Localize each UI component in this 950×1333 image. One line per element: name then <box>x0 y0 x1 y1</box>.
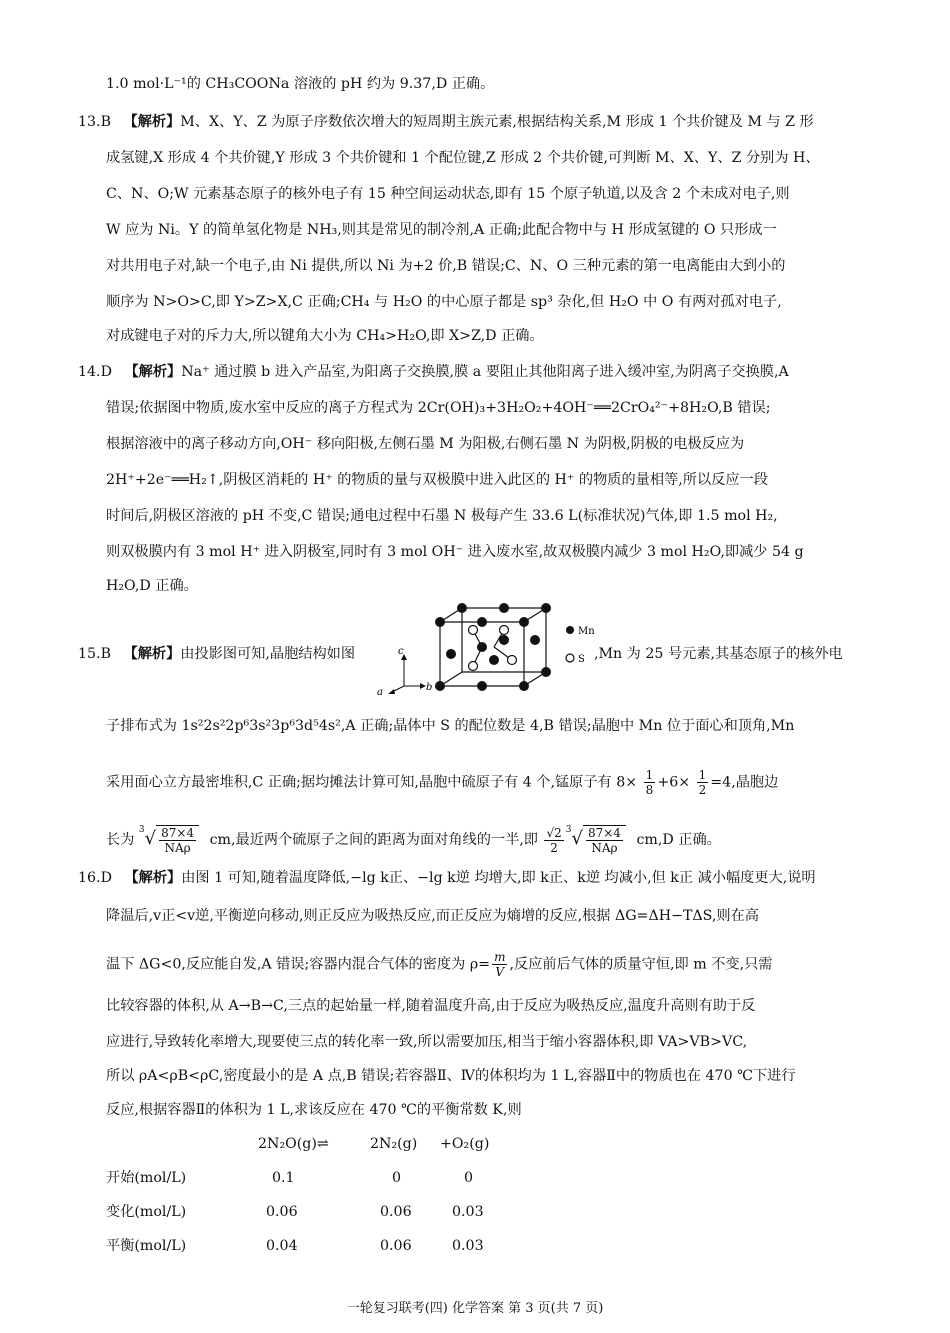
q14-paragraph-start <box>78 362 789 382</box>
axis-label-c: c <box>398 646 404 657</box>
mn-legend-icon <box>566 626 574 634</box>
text-line: H₂O,D 正确。 <box>106 578 198 594</box>
formula-line <box>106 768 778 797</box>
table-cell: 0 <box>464 1170 474 1186</box>
root-index: 3 <box>138 825 145 835</box>
table-cell: 0.06 <box>380 1204 412 1220</box>
table-cell: 0.06 <box>380 1238 412 1254</box>
text-line: 子排布式为 1s²2s²2p⁶3s²3p⁶3d⁵4s²,A 正确;晶体中 S 的配位数是 4,B 错误;晶胞中 Mn 位于面心和顶角,Mn <box>106 718 795 734</box>
text-span: 由投影图可知,晶胞结构如图 <box>180 646 356 662</box>
text-span: =4,晶胞边 <box>710 774 779 791</box>
text-span: 长为 <box>106 832 135 848</box>
text-line: 所以 ρA<ρB<ρC,密度最小的是 A 点,B 错误;若容器Ⅱ、Ⅳ的体积均为 1 L,容器Ⅱ中的物质也在 470 ℃下进行 <box>106 1068 796 1084</box>
legend-s: S <box>578 654 585 665</box>
fraction-m-over-v <box>492 950 507 979</box>
cube-root-expression <box>156 825 199 855</box>
equation-product-1: 2N₂(g) <box>370 1136 418 1152</box>
q15-paragraph-start <box>78 644 355 664</box>
numerator: √2 <box>546 825 562 840</box>
denominator: 8 <box>645 783 654 797</box>
denominator: V <box>495 965 505 979</box>
text-span: 采用面心立方最密堆积,C 正确;据均摊法计算可知,晶胞中硫原子有 4 个,锰原子有 8× <box>106 774 638 791</box>
fraction <box>159 826 196 855</box>
text-line: 降温后,v正<v逆,平衡逆向移动,则正反应为吸热反应,而正反应为熵增的反应,根据 ΔG=ΔH−TΔS,则在高 <box>106 908 759 924</box>
analysis-tag: 【解析】 <box>123 646 181 662</box>
s-legend-icon <box>566 654 574 662</box>
formula-line <box>106 820 721 855</box>
radical-icon: √ <box>144 828 157 849</box>
axis-label-a: a <box>377 687 383 698</box>
text-line: 反应,根据容器Ⅱ的体积为 1 L,求该反应在 470 ℃的平衡常数 K,则 <box>106 1102 522 1118</box>
text-line: C、N、O;W 元素基态原子的核外电子有 15 种空间运动状态,即有 15 个原子轨道,以及含 2 个未成对电子,则 <box>106 186 790 202</box>
denominator: 2 <box>550 840 558 855</box>
text-span: 由图 1 可知,随着温度降低,−lg k正、−lg k逆 均增大,即 k正、k逆 均减小,但 k正 减小幅度更大,说明 <box>181 870 816 886</box>
text-line: 对共用电子对,缺一个电子,由 Ni 提供,所以 Ni 为+2 价,B 错误;C、N、O 三种元素的第一电离能由大到小的 <box>106 258 786 274</box>
table-cell: 0.06 <box>266 1204 298 1220</box>
unit-cell-icon <box>440 608 546 686</box>
text-line: 对成键电子对的斥力大,所以键角大小为 CH₄>H₂O,即 X>Z,D 正确。 <box>106 328 544 344</box>
question-number: 16.D <box>78 870 112 886</box>
axes-icon <box>377 646 432 698</box>
fraction <box>586 826 623 855</box>
text-line: 错误;依据图中物质,废水室中反应的离子方程式为 2Cr(OH)₃+3H₂O₂+4OH⁻══2CrO₄²⁻+8H₂O,B 错误; <box>106 400 771 416</box>
denominator: 2 <box>698 783 707 797</box>
row-label: 平衡(mol/L) <box>106 1238 187 1254</box>
analysis-tag: 【解析】 <box>124 364 182 380</box>
text-span: M、X、Y、Z 为原子序数依次增大的短周期主族元素,根据结构关系,M 形成 1 个共价键及 M 与 Z 形 <box>180 114 814 130</box>
crystal-structure-figure <box>374 600 614 700</box>
denominator: NAρ <box>164 841 191 855</box>
table-cell: 0.1 <box>272 1170 295 1186</box>
text-line: ,Mn 为 25 号元素,其基态原子的核外电 <box>594 646 843 662</box>
equation-product-2: +O₂(g) <box>440 1136 490 1152</box>
cube-root-expression <box>583 825 626 855</box>
fraction-one-half <box>697 768 709 797</box>
numerator: 1 <box>698 768 707 782</box>
question-number: 14.D <box>78 364 112 380</box>
question-number: 13.B <box>78 114 111 130</box>
text-line: 1.0 mol·L⁻¹的 CH₃COONa 溶液的 pH 约为 9.37,D 正确。 <box>106 76 495 92</box>
analysis-tag: 【解析】 <box>123 114 181 130</box>
fraction-one-eighth <box>644 768 656 797</box>
text-span: 温下 ΔG<0,反应能自发,A 错误;容器内混合气体的密度为 ρ= <box>106 956 491 973</box>
root-index: 3 <box>565 825 572 835</box>
equation-reactant: 2N₂O(g)⇌ <box>258 1136 329 1152</box>
radical-icon: √ <box>571 828 583 849</box>
table-cell: 0.03 <box>452 1238 484 1254</box>
text-line: 顺序为 N>O>C,即 Y>Z>X,C 正确;CH₄ 与 H₂O 的中心原子都是 sp³ 杂化,但 H₂O 中 O 有两对孤对电子, <box>106 294 782 310</box>
question-number: 15.B <box>78 646 111 662</box>
denominator: NAρ <box>591 841 618 855</box>
text-line: 时间后,阴极区溶液的 pH 不变,C 错误;通电过程中石墨 N 极每产生 33.6 L(标准状况)气体,即 1.5 mol H₂, <box>106 508 778 524</box>
text-line: 成氢键,X 形成 4 个共价键,Y 形成 3 个共价键和 1 个配位键,Z 形成 2 个共价键,可判断 M、X、Y、Z 分别为 H、 <box>106 150 820 166</box>
q13-paragraph-start <box>78 112 814 132</box>
text-span: cm,D 正确。 <box>636 832 721 848</box>
numerator: 87×4 <box>161 826 195 840</box>
text-span: Na⁺ 通过膜 b 进入产品室,为阳离子交换膜,膜 a 要阻止其他阳离子进入缓冲室,为阴离子交换膜,A <box>181 364 789 380</box>
row-label: 变化(mol/L) <box>106 1204 187 1220</box>
text-line: 应进行,导致转化率增大,现要使三点的转化率一致,所以需要加压,相当于缩小容器体积,即 VA>VB>VC, <box>106 1034 748 1050</box>
formula-line <box>106 950 772 979</box>
text-line: 则双极膜内有 3 mol H⁺ 进入阴极室,同时有 3 mol OH⁻ 进入废水室,故双极膜内减少 3 mol H₂O,即减少 54 g <box>106 544 804 560</box>
text-line: 比较容器的体积,从 A→B→C,三点的起始量一样,随着温度升高,由于反应为吸热反应,温度升高则有助于反 <box>106 998 756 1014</box>
numerator: 87×4 <box>587 826 621 840</box>
q16-paragraph-start <box>78 868 816 888</box>
text-line: 2H⁺+2e⁻══H₂↑,阴极区消耗的 H⁺ 的物质的量与双极膜中进入此区的 H⁺ 的物质的量相等,所以反应一段 <box>106 472 768 488</box>
table-cell: 0 <box>392 1170 402 1186</box>
analysis-tag: 【解析】 <box>124 870 182 886</box>
table-cell: 0.03 <box>452 1204 484 1220</box>
numerator: 1 <box>645 768 654 782</box>
text-line: 根据溶液中的离子移动方向,OH⁻ 移向阳极,左侧石墨 M 为阳极,右侧石墨 N 为阴极,阴极的电极反应为 <box>106 436 745 452</box>
legend-mn: Mn <box>578 626 595 637</box>
numerator: m <box>494 950 506 964</box>
text-span: ,反应前后气体的质量守恒,即 m 不变,只需 <box>509 956 773 973</box>
fraction-sqrt2-over-2 <box>544 826 563 855</box>
text-span: cm,最近两个硫原子之间的距离为面对角线的一半,即 <box>209 832 538 848</box>
page-footer: 一轮复习联考(四) 化学答案 第 3 页(共 7 页) <box>346 1301 604 1316</box>
table-cell: 0.04 <box>266 1238 298 1254</box>
axis-label-b: b <box>426 682 433 693</box>
row-label: 开始(mol/L) <box>106 1170 187 1186</box>
text-span: +6× <box>657 774 691 791</box>
text-line: W 应为 Ni。Y 的简单氢化物是 NH₃,则其是常见的制冷剂,A 正确;此配合物中与 H 形成氢键的 O 只形成一 <box>106 222 777 238</box>
